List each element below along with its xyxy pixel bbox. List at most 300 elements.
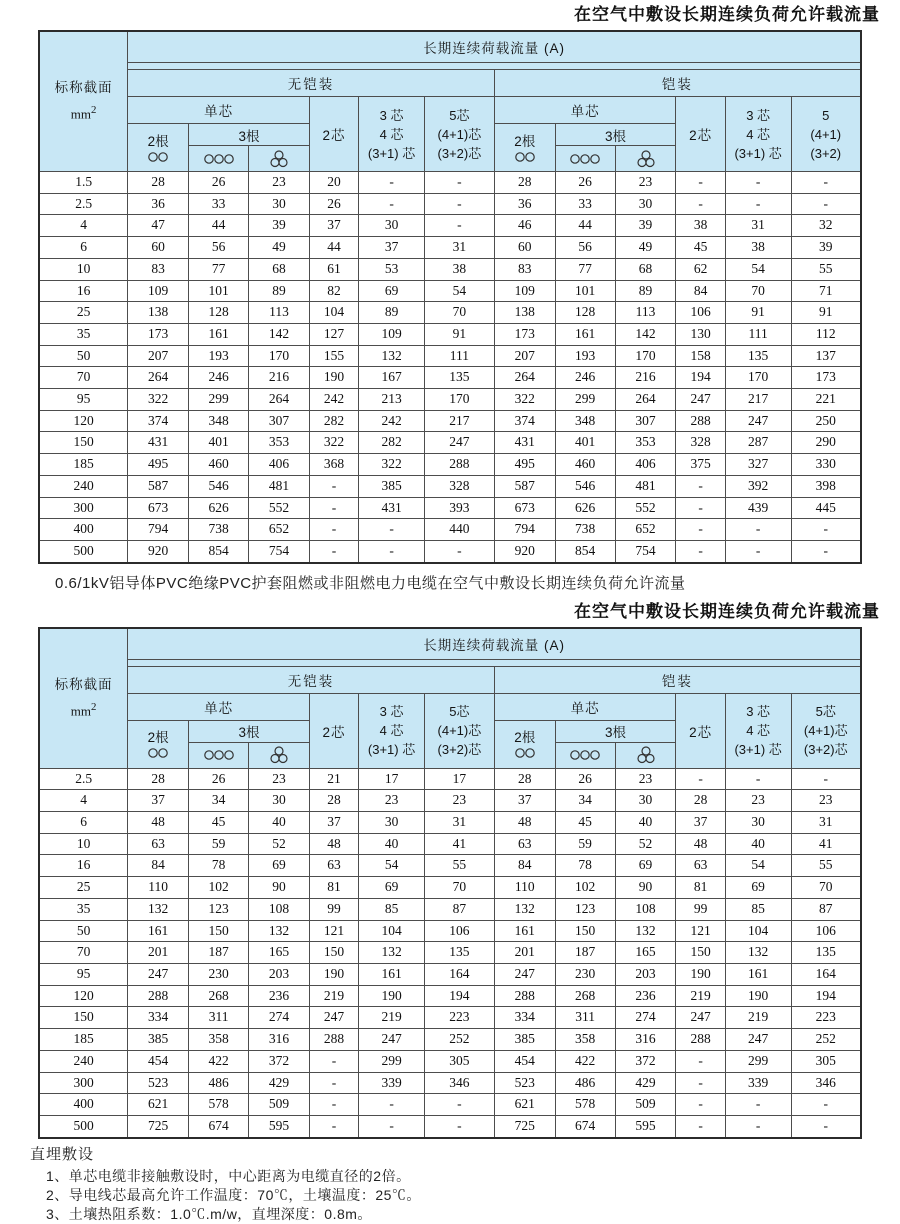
table-cell: 230 bbox=[555, 963, 615, 985]
table-cell: 28 bbox=[309, 790, 358, 812]
table-cell: 509 bbox=[615, 1094, 676, 1116]
burial-laying-section bbox=[0, 1139, 900, 1224]
table-cell: 621 bbox=[494, 1094, 555, 1116]
table-cell: 481 bbox=[249, 475, 310, 497]
table-cell: 920 bbox=[128, 540, 189, 562]
table-cell: 247 bbox=[424, 432, 494, 454]
three-circles-icon bbox=[555, 742, 615, 768]
header-single-core: 单芯 bbox=[128, 693, 310, 720]
table-row bbox=[39, 985, 861, 1007]
table-cell: 69 bbox=[725, 877, 791, 899]
table-row bbox=[39, 432, 861, 454]
table-cell: 101 bbox=[555, 280, 615, 302]
table-cell: 523 bbox=[128, 1072, 189, 1094]
table-cell: 63 bbox=[309, 855, 358, 877]
table-row bbox=[39, 280, 861, 302]
table-cell: 150 bbox=[555, 920, 615, 942]
table-cell: 138 bbox=[494, 302, 555, 324]
table-cell: 288 bbox=[309, 1029, 358, 1051]
table-cell: 109 bbox=[494, 280, 555, 302]
table1-title: 在空气中敷设长期连续负荷允许载流量 bbox=[574, 5, 880, 24]
table-cell: 305 bbox=[791, 1050, 861, 1072]
table-cell: 28 bbox=[128, 768, 189, 790]
table-cell: 26 bbox=[189, 172, 249, 194]
table-cell: 69 bbox=[249, 855, 310, 877]
table-cell: 170 bbox=[249, 345, 310, 367]
table-cell: 89 bbox=[615, 280, 676, 302]
table-cell: 69 bbox=[359, 877, 425, 899]
table-cell: 652 bbox=[249, 519, 310, 541]
header-5-core: 5芯 (4+1)芯 (3+2)芯 bbox=[424, 693, 494, 768]
table-cell: 288 bbox=[676, 1029, 725, 1051]
table-cell: 26 bbox=[555, 172, 615, 194]
table-cell: 132 bbox=[249, 920, 310, 942]
table-cell: 56 bbox=[189, 237, 249, 259]
two-circles-icon bbox=[495, 151, 555, 163]
table-cell: 30 bbox=[615, 193, 676, 215]
table-row bbox=[39, 389, 861, 411]
table-cell: 132 bbox=[359, 345, 425, 367]
table-cell: 194 bbox=[791, 985, 861, 1007]
header-2-wires: 2根 bbox=[494, 124, 555, 172]
table-cell: 31 bbox=[424, 812, 494, 834]
table-cell: 132 bbox=[725, 942, 791, 964]
header-3-wires: 3根 bbox=[555, 124, 676, 146]
table-cell: 85 bbox=[725, 898, 791, 920]
table-cell: 150 bbox=[189, 920, 249, 942]
table-cell: 300 bbox=[39, 1072, 128, 1094]
header-row bbox=[39, 97, 861, 124]
table-cell: 221 bbox=[791, 389, 861, 411]
table-cell: 10 bbox=[39, 833, 128, 855]
note-item: 3、土壤热阻系数：1.0℃.m/w，直埋深度：0.8m。 bbox=[46, 1205, 372, 1222]
table-cell: 113 bbox=[249, 302, 310, 324]
table-cell: 40 bbox=[725, 833, 791, 855]
table-cell: 339 bbox=[725, 1072, 791, 1094]
table-row bbox=[39, 237, 861, 259]
table-cell: - bbox=[791, 1094, 861, 1116]
table-row bbox=[39, 367, 861, 389]
table-cell: 252 bbox=[791, 1029, 861, 1051]
table-cell: 400 bbox=[39, 519, 128, 541]
table-cell: 135 bbox=[424, 942, 494, 964]
table-cell: 854 bbox=[189, 540, 249, 562]
table-cell: 26 bbox=[189, 768, 249, 790]
table-cell: - bbox=[791, 1115, 861, 1137]
table-row bbox=[39, 410, 861, 432]
table-cell: 339 bbox=[359, 1072, 425, 1094]
table-cell: 327 bbox=[725, 454, 791, 476]
table-cell: 240 bbox=[39, 1050, 128, 1072]
table-cell: - bbox=[791, 768, 861, 790]
table-row bbox=[39, 1029, 861, 1051]
table-cell: 920 bbox=[494, 540, 555, 562]
table-cell: 431 bbox=[494, 432, 555, 454]
table-cell: 10 bbox=[39, 258, 128, 280]
table-cell: 34 bbox=[555, 790, 615, 812]
table-cell: 69 bbox=[359, 280, 425, 302]
table-cell: 486 bbox=[189, 1072, 249, 1094]
table-cell: 123 bbox=[189, 898, 249, 920]
table-cell: 353 bbox=[249, 432, 310, 454]
header-3-4-core: 3 芯 4 芯 (3+1) 芯 bbox=[359, 693, 425, 768]
header-single-core: 单芯 bbox=[128, 97, 310, 124]
table-cell: 23 bbox=[615, 768, 676, 790]
table-cell: 673 bbox=[494, 497, 555, 519]
table-cell: 201 bbox=[494, 942, 555, 964]
table-cell: 137 bbox=[791, 345, 861, 367]
table-row bbox=[39, 323, 861, 345]
table-cell: 392 bbox=[725, 475, 791, 497]
table-cell: 307 bbox=[615, 410, 676, 432]
table-cell: 230 bbox=[189, 963, 249, 985]
table-cell: 595 bbox=[615, 1115, 676, 1137]
table-cell: - bbox=[309, 1050, 358, 1072]
table-cell: 422 bbox=[555, 1050, 615, 1072]
table-cell: 26 bbox=[555, 768, 615, 790]
table-cell: 299 bbox=[725, 1050, 791, 1072]
header-row bbox=[39, 628, 861, 660]
table-cell: 4 bbox=[39, 790, 128, 812]
table-row bbox=[39, 855, 861, 877]
table-row bbox=[39, 345, 861, 367]
table-cell: 207 bbox=[494, 345, 555, 367]
header-2-wires: 2根 bbox=[128, 720, 189, 768]
table-cell: 264 bbox=[128, 367, 189, 389]
table-cell: 83 bbox=[128, 258, 189, 280]
header-row bbox=[39, 31, 861, 63]
header-armored: 铠装 bbox=[494, 666, 861, 693]
nominal-section-label: 标称截面 bbox=[54, 80, 113, 96]
table-cell: 113 bbox=[615, 302, 676, 324]
table-cell: 95 bbox=[39, 389, 128, 411]
header-3-4-core: 3 芯 4 芯 (3+1) 芯 bbox=[725, 97, 791, 172]
header-2-core: 2芯 bbox=[309, 97, 358, 172]
table-cell: 201 bbox=[128, 942, 189, 964]
table-cell: 460 bbox=[189, 454, 249, 476]
table-cell: 69 bbox=[615, 855, 676, 877]
table-cell: 252 bbox=[424, 1029, 494, 1051]
header-2-wires: 2根 bbox=[494, 720, 555, 768]
table-cell: 30 bbox=[615, 790, 676, 812]
table-cell: 406 bbox=[249, 454, 310, 476]
table-cell: 439 bbox=[725, 497, 791, 519]
table-cell: - bbox=[676, 1115, 725, 1137]
table-cell: 385 bbox=[494, 1029, 555, 1051]
nominal-section-unit: $mm^2$ bbox=[70, 104, 97, 122]
table-cell: 54 bbox=[725, 258, 791, 280]
table-cell: 135 bbox=[725, 345, 791, 367]
header-row bbox=[39, 666, 861, 693]
table-cell: - bbox=[676, 519, 725, 541]
table-cell: 104 bbox=[725, 920, 791, 942]
table-cell: 16 bbox=[39, 280, 128, 302]
header-unarmored: 无铠装 bbox=[128, 666, 495, 693]
table-cell: 246 bbox=[189, 367, 249, 389]
table-cell: 673 bbox=[128, 497, 189, 519]
table-row bbox=[39, 942, 861, 964]
table-cell: 90 bbox=[615, 877, 676, 899]
table-cell: 63 bbox=[128, 833, 189, 855]
table-cell: 247 bbox=[494, 963, 555, 985]
table-cell: 334 bbox=[494, 1007, 555, 1029]
table-cell: 500 bbox=[39, 1115, 128, 1137]
table-cell: 307 bbox=[249, 410, 310, 432]
table-cell: 106 bbox=[424, 920, 494, 942]
table-cell: 121 bbox=[309, 920, 358, 942]
table-cell: 546 bbox=[189, 475, 249, 497]
table-row bbox=[39, 302, 861, 324]
note-item: 2、导电线芯最高允许工作温度：70℃，土壤温度：25℃。 bbox=[46, 1186, 421, 1203]
table-cell: 219 bbox=[676, 985, 725, 1007]
table-cell: 164 bbox=[791, 963, 861, 985]
table-cell: 62 bbox=[676, 258, 725, 280]
table-cell: 30 bbox=[359, 215, 425, 237]
table-cell: 32 bbox=[791, 215, 861, 237]
table-cell: 374 bbox=[494, 410, 555, 432]
header-nominal-section bbox=[39, 628, 128, 769]
table-cell: 348 bbox=[555, 410, 615, 432]
table-cell: 50 bbox=[39, 345, 128, 367]
table-caption: 0.6/1kV铝导体PVC绝缘PVC护套阻燃或非阻燃电力电缆在空气中敷设长期连续负荷允许流量 bbox=[55, 574, 686, 592]
table-cell: 23 bbox=[615, 172, 676, 194]
table-cell: 52 bbox=[615, 833, 676, 855]
header-3-wires: 3根 bbox=[189, 124, 310, 146]
table-cell: 33 bbox=[189, 193, 249, 215]
table-cell: - bbox=[309, 540, 358, 562]
table-cell: 84 bbox=[676, 280, 725, 302]
table-row bbox=[39, 898, 861, 920]
table-cell: 290 bbox=[791, 432, 861, 454]
two-circles-icon bbox=[128, 151, 188, 163]
table-row bbox=[39, 877, 861, 899]
table-cell: 102 bbox=[555, 877, 615, 899]
table-cell: 372 bbox=[249, 1050, 310, 1072]
table-cell: 110 bbox=[494, 877, 555, 899]
table-cell: 37 bbox=[309, 812, 358, 834]
table-cell: 60 bbox=[494, 237, 555, 259]
table-cell: 161 bbox=[359, 963, 425, 985]
table-cell: 142 bbox=[615, 323, 676, 345]
table-cell: 25 bbox=[39, 302, 128, 324]
table-cell: 38 bbox=[424, 258, 494, 280]
table-row bbox=[39, 475, 861, 497]
table-row bbox=[39, 172, 861, 194]
table-cell: 132 bbox=[128, 898, 189, 920]
table-cell: 164 bbox=[424, 963, 494, 985]
table-cell: 111 bbox=[424, 345, 494, 367]
table-cell: - bbox=[309, 1072, 358, 1094]
table-cell: 440 bbox=[424, 519, 494, 541]
table-cell: 68 bbox=[249, 258, 310, 280]
table-cell: 101 bbox=[189, 280, 249, 302]
table-cell: 70 bbox=[424, 302, 494, 324]
table-cell: 109 bbox=[128, 280, 189, 302]
header-2-wires: 2根 bbox=[128, 124, 189, 172]
table-cell: 173 bbox=[494, 323, 555, 345]
header-3-4-core: 3 芯 4 芯 (3+1) 芯 bbox=[359, 97, 425, 172]
table-row bbox=[39, 812, 861, 834]
table-cell: 23 bbox=[791, 790, 861, 812]
table-cell: 401 bbox=[189, 432, 249, 454]
table-row bbox=[39, 1007, 861, 1029]
table-cell: 187 bbox=[189, 942, 249, 964]
table-cell: 2.5 bbox=[39, 768, 128, 790]
table-cell: 50 bbox=[39, 920, 128, 942]
table-cell: 39 bbox=[249, 215, 310, 237]
table-row bbox=[39, 454, 861, 476]
table-cell: 247 bbox=[128, 963, 189, 985]
table-cell: 161 bbox=[128, 920, 189, 942]
table-cell: 167 bbox=[359, 367, 425, 389]
table-cell: 37 bbox=[309, 215, 358, 237]
table-cell: - bbox=[359, 172, 425, 194]
table-cell: 78 bbox=[189, 855, 249, 877]
table-cell: 322 bbox=[359, 454, 425, 476]
table-cell: 46 bbox=[494, 215, 555, 237]
header-spacer-row bbox=[39, 659, 861, 666]
table-body bbox=[39, 768, 861, 1137]
table-cell: 194 bbox=[676, 367, 725, 389]
table-cell: 54 bbox=[725, 855, 791, 877]
table-cell: 95 bbox=[39, 963, 128, 985]
table-cell: 242 bbox=[309, 389, 358, 411]
table-cell: 738 bbox=[555, 519, 615, 541]
table-cell: 454 bbox=[494, 1050, 555, 1072]
table-cell: 127 bbox=[309, 323, 358, 345]
table-cell: - bbox=[424, 1094, 494, 1116]
header-single-core: 单芯 bbox=[494, 97, 676, 124]
table-cell: 20 bbox=[309, 172, 358, 194]
table-cell: 190 bbox=[725, 985, 791, 1007]
table-cell: 523 bbox=[494, 1072, 555, 1094]
table-cell: 130 bbox=[676, 323, 725, 345]
table-cell: 207 bbox=[128, 345, 189, 367]
table-cell: 346 bbox=[791, 1072, 861, 1094]
table-cell: 161 bbox=[555, 323, 615, 345]
table-cell: 247 bbox=[309, 1007, 358, 1029]
table-cell: 104 bbox=[309, 302, 358, 324]
two-circles-icon bbox=[495, 747, 555, 759]
table-cell: - bbox=[424, 1115, 494, 1137]
table-cell: 236 bbox=[615, 985, 676, 1007]
note-item: 1、单芯电缆非接触敷设时，中心距离为电缆直径的2倍。 bbox=[46, 1167, 411, 1184]
table-cell: 36 bbox=[128, 193, 189, 215]
table-cell: 112 bbox=[791, 323, 861, 345]
table-cell: 123 bbox=[555, 898, 615, 920]
table-cell: - bbox=[791, 519, 861, 541]
table-cell: 217 bbox=[725, 389, 791, 411]
table-cell: 135 bbox=[791, 942, 861, 964]
table-cell: 190 bbox=[359, 985, 425, 1007]
table-cell: 552 bbox=[249, 497, 310, 519]
table-cell: 104 bbox=[359, 920, 425, 942]
table-cell: 26 bbox=[309, 193, 358, 215]
table-cell: 31 bbox=[424, 237, 494, 259]
table-cell: 30 bbox=[249, 193, 310, 215]
table-cell: 247 bbox=[725, 1029, 791, 1051]
table-cell: 400 bbox=[39, 1094, 128, 1116]
table-cell: - bbox=[676, 1072, 725, 1094]
table-cell: - bbox=[359, 519, 425, 541]
table-cell: 120 bbox=[39, 410, 128, 432]
header-2-core: 2芯 bbox=[676, 97, 725, 172]
table-row bbox=[39, 215, 861, 237]
table-cell: 431 bbox=[128, 432, 189, 454]
table-cell: 247 bbox=[725, 410, 791, 432]
table-cell: 38 bbox=[676, 215, 725, 237]
table-cell: 37 bbox=[676, 812, 725, 834]
table-cell: 652 bbox=[615, 519, 676, 541]
table-cell: - bbox=[676, 475, 725, 497]
table-cell: 30 bbox=[249, 790, 310, 812]
table-cell: 108 bbox=[615, 898, 676, 920]
table-cell: - bbox=[725, 1094, 791, 1116]
table-cell: 23 bbox=[359, 790, 425, 812]
table-cell: 322 bbox=[494, 389, 555, 411]
table-cell: - bbox=[676, 193, 725, 215]
table-cell: 288 bbox=[676, 410, 725, 432]
table-cell: 150 bbox=[39, 1007, 128, 1029]
table-cell: 546 bbox=[555, 475, 615, 497]
table-cell: 316 bbox=[615, 1029, 676, 1051]
table-cell: 311 bbox=[189, 1007, 249, 1029]
table-cell: 61 bbox=[309, 258, 358, 280]
table-cell: 358 bbox=[189, 1029, 249, 1051]
table-cell: 190 bbox=[309, 367, 358, 389]
table-cell: 82 bbox=[309, 280, 358, 302]
table-cell: - bbox=[725, 519, 791, 541]
table-cell: 213 bbox=[359, 389, 425, 411]
table-cell: - bbox=[309, 1115, 358, 1137]
table-cell: 429 bbox=[615, 1072, 676, 1094]
table-cell: 250 bbox=[791, 410, 861, 432]
table-cell: 185 bbox=[39, 454, 128, 476]
table-cell: 264 bbox=[615, 389, 676, 411]
table-cell: 37 bbox=[494, 790, 555, 812]
trefoil-circles-icon bbox=[615, 742, 676, 768]
header-unarmored: 无铠装 bbox=[128, 70, 495, 97]
table-cell: 299 bbox=[359, 1050, 425, 1072]
table-cell: 299 bbox=[189, 389, 249, 411]
table-cell: 316 bbox=[249, 1029, 310, 1051]
table-cell: 725 bbox=[128, 1115, 189, 1137]
table-cell: 794 bbox=[494, 519, 555, 541]
table-cell: 16 bbox=[39, 855, 128, 877]
table-cell: 322 bbox=[309, 432, 358, 454]
table-cell: 246 bbox=[555, 367, 615, 389]
table-cell: 49 bbox=[249, 237, 310, 259]
table-cell: 431 bbox=[359, 497, 425, 519]
header-load-title: 长期连续荷载流量 (A) bbox=[128, 628, 861, 660]
table-cell: 161 bbox=[189, 323, 249, 345]
table-cell: 481 bbox=[615, 475, 676, 497]
table-cell: 40 bbox=[615, 812, 676, 834]
table-cell: 121 bbox=[676, 920, 725, 942]
table-cell: 150 bbox=[39, 432, 128, 454]
table-cell: 48 bbox=[494, 812, 555, 834]
table-row bbox=[39, 540, 861, 562]
table-cell: 53 bbox=[359, 258, 425, 280]
table-row bbox=[39, 497, 861, 519]
table-cell: - bbox=[309, 475, 358, 497]
table-row bbox=[39, 963, 861, 985]
table-cell: 193 bbox=[555, 345, 615, 367]
table-cell: 91 bbox=[791, 302, 861, 324]
header-5-core: 5芯 (4+1)芯 (3+2)芯 bbox=[791, 693, 861, 768]
table-cell: 595 bbox=[249, 1115, 310, 1137]
table-cell: - bbox=[725, 193, 791, 215]
